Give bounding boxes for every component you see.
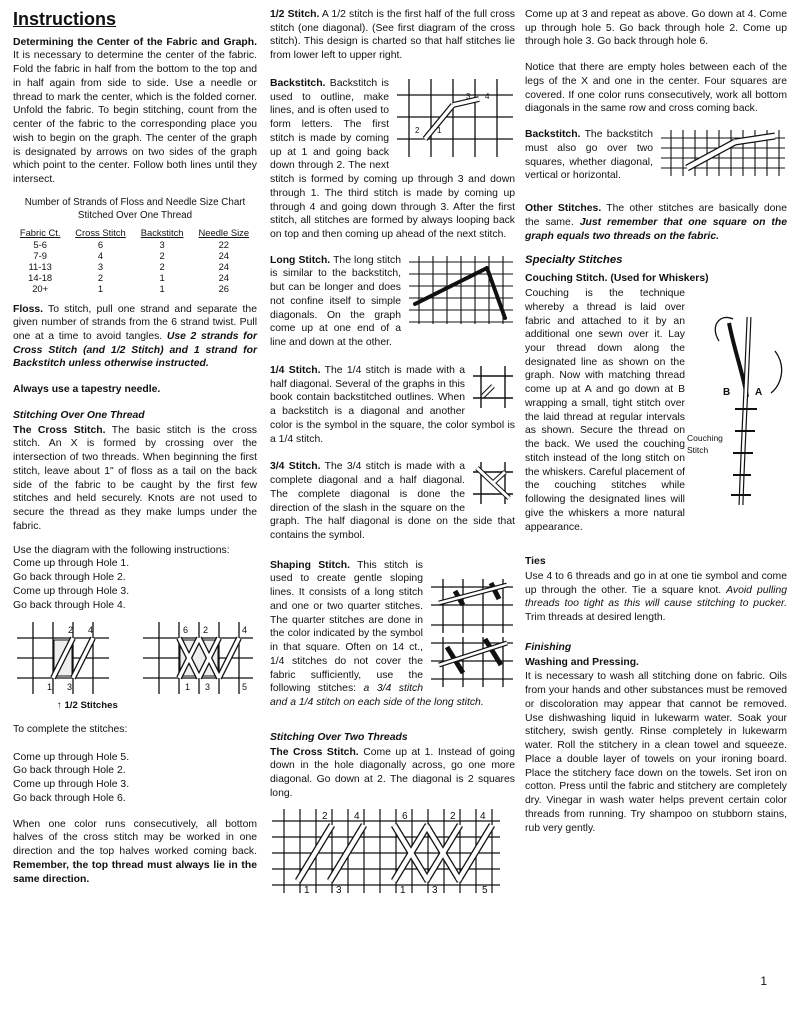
shaping-stitch-heading: Shaping Stitch.: [270, 559, 350, 571]
backstitch2-body: The backstitch must also go over two squares, whether diagonal, vertical or horizontal.: [525, 129, 653, 182]
half-stitch-label: ↑ 1/2 Stitches: [57, 700, 118, 712]
threeq-stitch-body: The 3/4 stitch is made with a complete diagonal and a half diagonal. The complete diagonal is done the direction of the slash in the square on the graph. The half diagonal is done on the side that contains the symbol.: [270, 461, 515, 541]
cross-paragraph: [13, 424, 257, 534]
long-stitch-paragraph: [270, 254, 515, 350]
hole-label: 2: [203, 625, 209, 636]
holes-paragraph: Notice that there are empty holes between each of the legs of the X and one in the center. Four squares are covered. If one color runs consecutively, work all bottom diagonals in the same row and cross coming back.: [525, 62, 787, 115]
list-item: Come up through Hole 5.: [13, 751, 130, 763]
three-quarter-stitch-diagram: [471, 460, 515, 506]
two-threads-heading: Stitching Over Two Threads: [270, 731, 408, 743]
hole-label: 3: [466, 91, 471, 101]
hole-label: 1: [400, 885, 406, 897]
tapestry-note: Always use a tapestry needle.: [13, 384, 161, 396]
consecutive-body: When one color runs consecutively, all bottom halves of the cross stitch may be worked in one direction and the top halves worked coming back.: [13, 818, 257, 858]
list-item: Go back through Hole 2.: [13, 765, 126, 777]
table-header: Backstitch: [140, 226, 184, 238]
hole-label: 6: [183, 625, 189, 636]
other-stitches-emphasis: Just remember that one square on the graph equals two threads on the fabric.: [525, 216, 788, 242]
hole-label: 2: [68, 625, 74, 636]
page-number: 1: [760, 974, 767, 988]
specialty-heading: Specialty Stitches: [525, 254, 623, 267]
table-cell: 20+: [32, 283, 49, 295]
hole-label: 4: [485, 91, 490, 101]
table-cell: 24: [218, 272, 229, 284]
quarter-stitch-paragraph: [270, 364, 515, 446]
table-cell: 1: [159, 283, 165, 295]
column-2: [270, 8, 515, 895]
hole-label: 2: [450, 811, 456, 823]
hole-label: 1: [47, 682, 53, 693]
table-row: [13, 250, 257, 261]
quarter-stitch-body: The 1/4 stitch is made with a half diagonal. Several of the graphs in this book contain backstitched outlines. When a backstitch is a diagonal and another color is the symbol in the square, the color symbol is a 1/4 stitch.: [270, 364, 515, 445]
table-cell: 1: [159, 272, 165, 284]
hole-label: 6: [402, 811, 408, 823]
half-stitch-body: A 1/2 stitch is the first half of the full cross stitch (one diagonal). (See first diagram of the cross stitch). This design is charted so that half stitches lie from lower left to upper right.: [270, 9, 515, 62]
floss-paragraph: [13, 303, 257, 372]
table-header-row: [13, 227, 257, 239]
table-title: [13, 197, 257, 223]
list-item: Come up through Hole 3.: [13, 585, 130, 597]
two-cross-heading: The Cross Stitch.: [270, 746, 359, 758]
page-title: Instructions: [13, 9, 117, 29]
threeq-stitch-heading: 3/4 Stitch.: [270, 461, 321, 473]
couching-point-a: A: [755, 387, 763, 399]
backstitch-heading: Backstitch.: [270, 77, 326, 89]
couching-point-b: B: [723, 387, 731, 399]
couching-label-2: Stitch: [687, 445, 709, 456]
table-cell: 4: [97, 250, 104, 262]
table-header: Needle Size: [198, 226, 250, 238]
couching-diagram: [687, 313, 787, 507]
ties-body: Use 4 to 6 threads and go in at one tie symbol and come up through the other. Tie a square knot.: [525, 571, 787, 596]
floss-body: To stitch, pull one strand and separate the given number of strands from the 6 strand twist. Pull one at a time to avoid tangles.: [13, 303, 257, 343]
column-1: [13, 8, 257, 893]
table-cell: 2: [97, 272, 104, 284]
hole-label: 2: [322, 811, 328, 823]
half-stitch-paragraph: [270, 8, 515, 63]
hole-label: 1: [304, 885, 310, 897]
cross-stitch-diagram: [13, 618, 257, 698]
center-paragraph: [13, 36, 257, 187]
other-stitches-heading: Other Stitches.: [525, 203, 602, 215]
steps-list-2: [13, 751, 257, 806]
backstitch-diagram: [395, 77, 515, 159]
table-cell: 1: [97, 283, 104, 295]
long-stitch-diagram: [407, 254, 515, 326]
consecutive-emphasis: Remember, the top thread must always lie in the same direction.: [13, 859, 257, 885]
couching-body: Couching is the technique whereby a thread is laid over fabric and attached to it by an additional one sewn over it. Lay your thread down along the designated line as shown on the graph. Now with matching thread come up at A and go down at B wrapping a small, tight stitch over the laid thread at regular intervals as shown. Secure the thread on the back. We used the couching stitch instead of the long stitch on the whiskers. Careful placement of the couching stitches while following the designated lines will give the whiskers a more natural appearance.: [525, 288, 685, 533]
hole-label: 5: [482, 885, 488, 897]
ties-end: Trim threads at desired length.: [525, 612, 666, 624]
hole-label: 3: [67, 682, 73, 693]
ties-paragraph: [525, 570, 787, 625]
complete-intro: To complete the stitches:: [13, 723, 128, 735]
hole-label: 4: [88, 625, 94, 636]
table-row: [13, 272, 257, 283]
hole-label: 5: [242, 682, 248, 693]
table-cell: 11-13: [28, 261, 52, 273]
other-stitches-paragraph: [525, 202, 787, 243]
steps-list-1: [13, 557, 257, 612]
column-3: [525, 8, 787, 842]
cross-body: The basic stitch is the cross stitch. An X is formed by crossing over the intersection of two threads. When beginning the first stitch, leave about 1" of floss as a tail on the back side of the fabric to be caught by the first few stitches and held securely. Knots are not used to secure the thread as they make lumps under the fabric.: [13, 424, 258, 532]
table-cell: 7-9: [33, 250, 47, 262]
table-cell: 2: [159, 250, 165, 262]
hole-label: 2: [415, 125, 420, 135]
backstitch2-paragraph: [525, 128, 787, 183]
list-item: Go back through Hole 6.: [13, 792, 126, 804]
table-cell: 14-18: [28, 272, 53, 284]
table-title-2: Stitched Over One Thread: [77, 209, 193, 221]
quarter-stitch-diagram: [471, 364, 515, 410]
table-cell: 24: [218, 261, 229, 273]
other-stitches-body: The other stitches are basically done the same.: [525, 203, 787, 228]
ties-emphasis: Avoid pulling threads too tight as this will cause stitching to pucker.: [525, 584, 787, 610]
shaping-stitch-emphasis: a 3/4 stitch and a 1/4 stitch on each side of the long stitch.: [270, 683, 484, 709]
hole-label: 4: [480, 811, 486, 823]
long-stitch-body: The long stitch is similar to the backstitch, but can be longer and does not confine itself to simple diagonals. On the graph come up at one end of a line and down at the other.: [270, 254, 401, 349]
hole-label: 4: [242, 625, 248, 636]
list-item: Go back through Hole 2.: [13, 572, 126, 584]
table-row: [13, 283, 257, 294]
washing-paragraph: It is necessary to wash all stitching done on fabric. Oils from your hands and other substances must be removed or discoloration may appear that cannot be removed. Use dishwashing liquid in lukewarm water. Soak your stitchery, swish gently. Rinse completely in lukewarm water. Roll the stitchery in a clean towel and squeeze. Place a double layer of towels on your ironing board. Place the stitchery face down on the towels. Set iron on cotton. Press until the fabric and stitchery are completely dry. Vinegar in wash water helps prevent certain color threads from running. Try shampoo on stubborn stains, rub very gently.: [525, 671, 787, 834]
threeq-stitch-paragraph: [270, 460, 515, 542]
hole-label: 1: [437, 125, 442, 135]
table-cell: 5-6: [33, 239, 47, 251]
hole-label: 4: [354, 811, 360, 823]
stitching-one-heading: Stitching Over One Thread: [13, 409, 145, 421]
table-cell: 2: [159, 261, 165, 273]
couching-label-1: Couching: [687, 433, 723, 444]
list-item: Come up through Hole 3.: [13, 779, 130, 791]
table-cell: 6: [97, 239, 104, 251]
list-item: Go back through Hole 4.: [13, 599, 126, 611]
two-cross-body: Come up at 1. Instead of going down in the hole diagonally across, go one more diagonal. Go down at 2. The diagonal is 2 squares long.: [270, 746, 516, 799]
table-header: Fabric Ct.: [19, 226, 61, 238]
half-stitch-heading: 1/2 Stitch.: [270, 9, 320, 20]
cross-heading: The Cross Stitch.: [13, 424, 106, 436]
center-heading: Determining the Center of the Fabric and Graph.: [13, 36, 257, 48]
table-cell: 26: [218, 283, 229, 295]
diagram-intro: Use the diagram with the following instructions:: [13, 544, 230, 556]
list-item: Come up through Hole 1.: [13, 558, 130, 570]
floss-heading: Floss.: [13, 303, 44, 315]
hole-label: 1: [185, 682, 191, 693]
floss-emphasis: Use 2 strands for Cross Stitch (and 1/2 Stitch) and 1 strand for Backstitch unless otherwise instructed.: [13, 331, 258, 370]
long-stitch-heading: Long Stitch.: [270, 254, 331, 266]
table-cell: 3: [159, 239, 165, 251]
table-row: [13, 261, 257, 272]
hole-label: 3: [336, 885, 342, 897]
two-cross-paragraph: [270, 746, 515, 801]
table-cell: 24: [218, 250, 229, 262]
table-cell: 22: [218, 239, 229, 251]
table-header: Cross Stitch: [75, 226, 126, 238]
consecutive-paragraph: [13, 818, 257, 887]
finishing-heading: Finishing: [525, 641, 572, 653]
floss-table: [13, 227, 257, 295]
backstitch-paragraph: [270, 77, 515, 242]
quarter-stitch-heading: 1/4 Stitch.: [270, 364, 321, 376]
center-body: It is necessary to determine the center of the fabric. Fold the fabric in half from the bottom to the top and in half again from side to side. Use a needle or thread to mark the center, which is the folded corner. Unfold the fabric. To begin stitching, count from the center of the fabric to the corresponding place you wish to begin on the graph. The center of the graph is designated by arrows on two sides of the graph which point to the center. Follow both lines until they intersect.: [13, 50, 257, 186]
backstitch-body: Backstitch is used to outline, make lines, and is often used to form letters. The first stitch is made by coming up at 1 and going back down through 2. The next stitch is formed by coming up through 3 and down through 1. The third stitch is made by coming up through 4 and going down through 3. After the first stitch, all stitches are formed by always looping back on top and then coming up ahead of the next stitch.: [270, 77, 515, 241]
cont-paragraph: Come up at 3 and repeat as above. Go down at 4. Come up through hole 5. Go back through hole 2. Come up through hole 3. Go back through hole 6.: [525, 9, 787, 48]
backstitch-two-diagram: [659, 128, 787, 178]
two-thread-cross-diagram: [270, 807, 502, 895]
table-row: [13, 239, 257, 250]
shaping-stitch-diagram: [429, 577, 515, 689]
floss-table-body: [13, 239, 257, 294]
couching-heading: Couching Stitch. (Used for Whiskers): [525, 273, 709, 285]
table-title-1: Number of Strands of Floss and Needle Size Chart: [24, 196, 246, 208]
backstitch2-heading: Backstitch.: [525, 129, 581, 141]
hole-label: 3: [205, 682, 211, 693]
hole-label: 3: [432, 885, 438, 897]
couching-paragraph: [525, 287, 787, 534]
table-cell: 3: [97, 261, 104, 273]
shaping-stitch-body: This stitch is used to create gentle sloping lines. It consists of a long stitch and one or two quarter stitches. The quarter stitches are done in the color indicated by the symbol in that square. Often on 14 ct., 1/4 stitches do not cover the fabric sufficiently, use the following stitches:: [270, 559, 423, 695]
washing-heading: Washing and Pressing.: [525, 656, 639, 668]
ties-heading: Ties: [525, 556, 546, 568]
shaping-stitch-paragraph: [270, 559, 515, 710]
